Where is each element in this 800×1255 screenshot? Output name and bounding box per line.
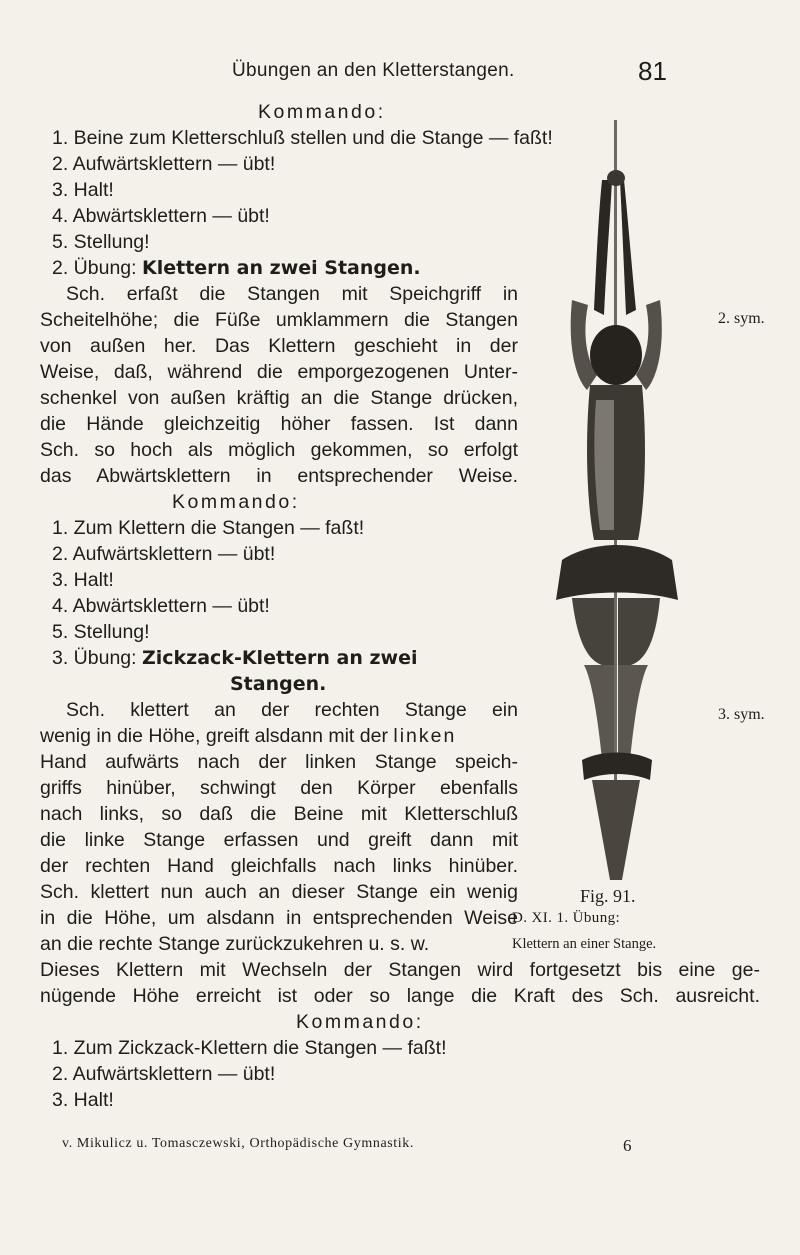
command-2-2: 2. Aufwärtsklettern — übt!: [52, 543, 276, 565]
command-1-1: 1. Beine zum Kletterschluß stellen und die Stange — faßt!: [52, 127, 553, 149]
emphasis-linken: linken: [393, 725, 457, 747]
command-1-4: 4. Abwärtsklettern — übt!: [52, 205, 270, 227]
paragraph-2-line-4: Weise, daß, während die emporgezogenen Unter-: [40, 361, 518, 383]
figure-reference: D. XI. 1. Übung:: [512, 910, 621, 926]
exercise-2-number: 2. Übung:: [52, 257, 142, 279]
running-title: Übungen an den Kletterstangen.: [232, 60, 515, 81]
paragraph-3-line-4: griffs hinüber, schwingt den Körper ebenfalls: [40, 777, 518, 799]
paragraph-2-line-5: schenkel von außen kräftig an die Stange drücken,: [40, 387, 518, 409]
command-3-2: 2. Aufwärtsklettern — übt!: [52, 1063, 276, 1085]
exercise-2-heading: [52, 256, 421, 282]
command-3-1: 1. Zum Zickzack-Klettern die Stangen — faßt!: [52, 1037, 447, 1059]
command-2-1: 1. Zum Klettern die Stangen — faßt!: [52, 517, 365, 539]
command-3-3: 3. Halt!: [52, 1089, 114, 1111]
paragraph-3-line-5: nach links, so daß die Beine mit Kletterschluß: [40, 803, 518, 825]
command-1-3: 3. Halt!: [52, 179, 114, 201]
paragraph-3-line-12: nügende Höhe erreicht ist oder so lange die Kraft des Sch. ausreicht.: [40, 985, 760, 1007]
paragraph-2-line-2: Scheitelhöhe; die Füße umklammern die Stangen: [40, 309, 518, 331]
exercise-3-title: Zickzack-Klettern an zwei: [141, 647, 418, 669]
paragraph-2-line-3: von außen her. Das Klettern geschieht in der: [40, 335, 518, 357]
paragraph-2-line-8: das Abwärtsklettern in entsprechender Weise.: [40, 465, 518, 487]
paragraph-3-line-11: Dieses Klettern mit Wechseln der Stangen wird fortgesetzt bis eine ge-: [40, 959, 760, 981]
paragraph-3-line-9: in die Höhe, um alsdann in entsprechenden Weise: [40, 907, 518, 929]
paragraph-3-line-2: [40, 724, 518, 750]
command-1-5: 5. Stellung!: [52, 231, 150, 253]
figure-label: Fig. 91.: [580, 886, 636, 906]
paragraph-2-line-6: die Hände gleichzeitig höher fassen. Ist dann: [40, 413, 518, 435]
exercise-2-title: Klettern an zwei Stangen.: [141, 257, 421, 279]
command-2-3: 3. Halt!: [52, 569, 114, 591]
paragraph-2-line-7: Sch. so hoch als möglich gekommen, so erfolgt: [40, 439, 518, 461]
footer-citation: v. Mikulicz u. Tomasczewski, Orthopädische Gymnastik.: [62, 1136, 414, 1151]
climbing-figure-illustration: [532, 120, 702, 880]
paragraph-3-line-8: Sch. klettert nun auch an dieser Stange ein wenig: [40, 881, 518, 903]
paragraph-3-line-2-text: wenig in die Höhe, greift alsdann mit der: [40, 725, 394, 747]
paragraph-2-line-1: Sch. erfaßt die Stangen mit Speichgriff in: [66, 283, 518, 305]
command-2-4: 4. Abwärtsklettern — übt!: [52, 595, 270, 617]
kommando-heading-3: Kommando:: [296, 1011, 424, 1033]
page-number: 81: [638, 56, 667, 86]
paragraph-3-line-6: die linke Stange erfassen und greift dann mit: [40, 829, 518, 851]
kommando-heading-1: Kommando:: [258, 101, 386, 123]
figure-caption: Klettern an einer Stange.: [512, 936, 657, 952]
exercise-3-heading: [52, 646, 418, 672]
running-head: [0, 56, 800, 86]
margin-note-3-sym: 3. sym.: [718, 706, 765, 723]
command-1-2: 2. Aufwärtsklettern — übt!: [52, 153, 276, 175]
exercise-3-number: 3. Übung:: [52, 647, 142, 669]
paragraph-3-line-1: Sch. klettert an der rechten Stange ein: [66, 699, 518, 721]
margin-note-2-sym: 2. sym.: [718, 310, 765, 327]
paragraph-3-line-3: Hand aufwärts nach der linken Stange speich-: [40, 751, 518, 773]
command-2-5: 5. Stellung!: [52, 621, 150, 643]
kommando-heading-2: Kommando:: [172, 491, 300, 513]
paragraph-3-line-10: an die rechte Stange zurückzukehren u. s. w.: [40, 933, 430, 955]
paragraph-3-line-7: der rechten Hand gleichfalls nach links hinüber.: [40, 855, 518, 877]
signature-mark: 6: [623, 1136, 632, 1155]
exercise-3-title-cont: Stangen.: [230, 673, 327, 695]
